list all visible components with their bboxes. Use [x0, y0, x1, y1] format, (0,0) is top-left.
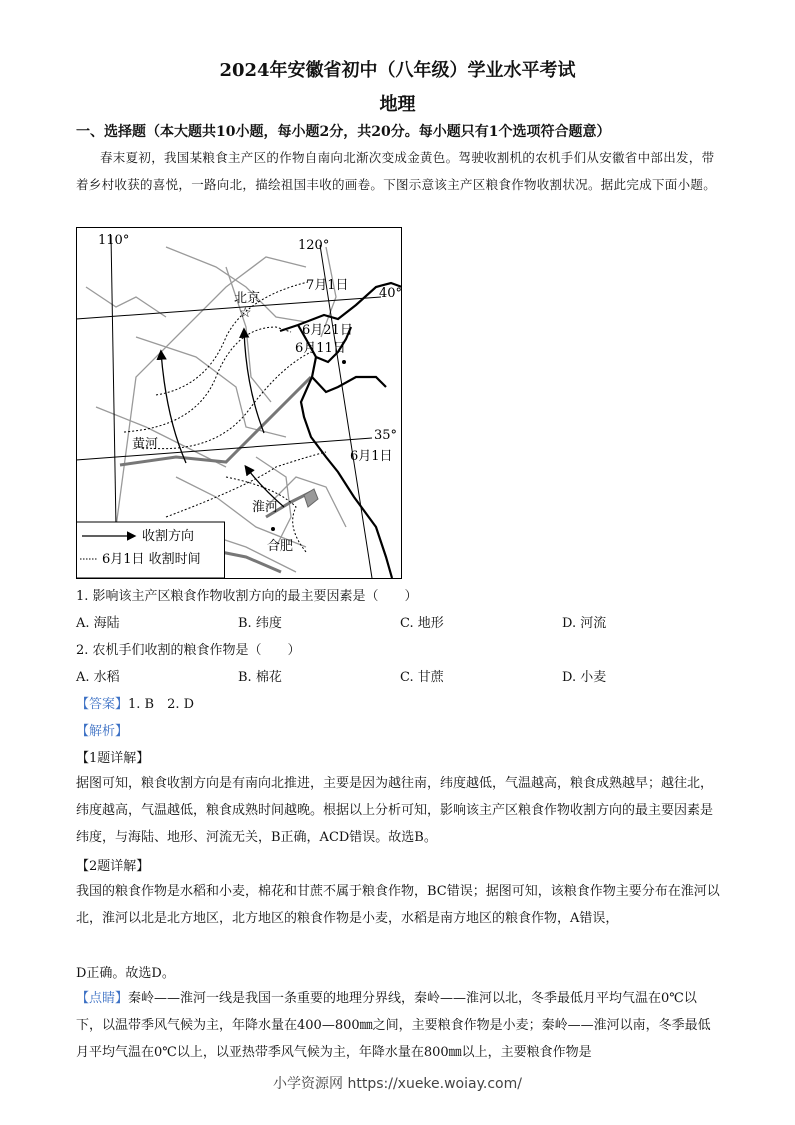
legend-direction-label: 收割方向: [142, 529, 195, 544]
question-2-option-c: C. 甘蔗: [400, 670, 444, 685]
question-1-option-a: A. 海陆: [76, 616, 120, 631]
hefei-marker: [271, 527, 275, 531]
subject-title: 地理: [379, 94, 416, 115]
question-2-stem: 2. 农机手们收割的粮食作物是（ ）: [76, 643, 301, 658]
tip-paragraph: [76, 985, 721, 1066]
tip-tag: 【点睛】: [76, 991, 129, 1006]
question-2-option-a: A. 水稻: [76, 670, 120, 685]
label-lon120: 120°: [298, 238, 330, 253]
map-legend: [77, 522, 225, 578]
answer-text: 1. B 2. D: [128, 697, 195, 712]
label-hefei: 合肥: [267, 539, 294, 554]
beijing-star-icon: ☆: [239, 305, 252, 321]
label-date-jun1: 6月1日: [350, 449, 393, 464]
label-beijing: 北京: [234, 291, 261, 306]
label-huai-river: 淮河: [252, 500, 279, 515]
q2-detail-text: 我国的粮食作物是水稻和小麦，棉花和甘蔗不属于粮食作物，BC错误；据图可知，该粮食作物主要分布在淮河以北，淮河以北是北方地区，北方地区的粮食作物是小麦，水稻是南方地区的粮食作物，A错误，: [76, 884, 720, 926]
question-1-stem: 1. 影响该主产区粮食作物收割方向的最主要因素是（ ）: [76, 589, 418, 604]
label-date-jul1: 7月1日: [306, 278, 349, 293]
label-date-jun21: 6月21日: [302, 323, 353, 338]
tip-text: 秦岭——淮河一线是我国一条重要的地理分界线，秦岭——淮河以北，冬季最低月平均气温在0℃以下，以温带季风气候为主，年降水量在400—800㎜之间，主要粮食作物是小麦；秦岭——淮河以南，冬季最低月平均气温在0℃以上，以亚热带季风气候为主，年降水量在800㎜以上，主要粮食作物是: [76, 991, 711, 1060]
label-lon110: 110°: [98, 233, 130, 248]
question-2-option-d: D. 小麦: [562, 670, 607, 685]
footer-watermark: 小学资源网 https://xueke.woiay.com/: [273, 1076, 522, 1092]
intro-paragraph: 春末夏初，我国某粮食主产区的作物自南向北渐次变成金黄色。驾驶收割机的农机手们从安徽省中部出发，带着乡村收获的喜悦，一路向北，描绘祖国丰收的画卷。下图示意该主产区粮食作物收割状况。据此完成下面小题。: [76, 150, 717, 192]
question-1-option-b: B. 纬度: [238, 616, 282, 631]
page-title: 2024年安徽省初中（八年级）学业水平考试: [219, 60, 576, 81]
label-lat35: 35°: [374, 428, 398, 443]
answer-line: [76, 693, 194, 712]
question-1-option-d: D. 河流: [562, 616, 607, 631]
question-1-option-c: C. 地形: [400, 616, 444, 631]
section-heading: 一、选择题（本大题共10小题，每小题2分，共20分。每小题只有1个选项符合题意）: [76, 124, 611, 140]
q2-detail-heading: 【2题详解】: [76, 859, 150, 874]
city-dot: [342, 360, 346, 364]
q1-detail-heading: 【1题详解】: [76, 751, 150, 766]
harvest-map: [76, 227, 402, 583]
q1-detail-text: 据图可知，粮食收割方向是有南向北推进，主要是因为越往南，纬度越低，气温越高，粮食成熟越早；越往北，纬度越高，气温越低，粮食成熟时间越晚。根据以上分析可知，影响该主产区粮食作物收割方向的最主要因素是纬度，与海陆、地形、河流无关，B正确，ACD错误。故选B。: [76, 776, 714, 845]
question-2-option-b: B. 棉花: [238, 670, 282, 685]
analysis-tag: 【解析】: [76, 724, 129, 739]
label-date-jun11: 6月11日: [295, 341, 346, 356]
label-yellow-river: 黄河: [132, 437, 159, 452]
q2-detail-end: D正确。故选D。: [76, 966, 175, 981]
label-lat40: 40°: [379, 286, 402, 301]
legend-time-label: 6月1日 收割时间: [102, 552, 201, 567]
answer-tag: 【答案】: [76, 697, 129, 712]
